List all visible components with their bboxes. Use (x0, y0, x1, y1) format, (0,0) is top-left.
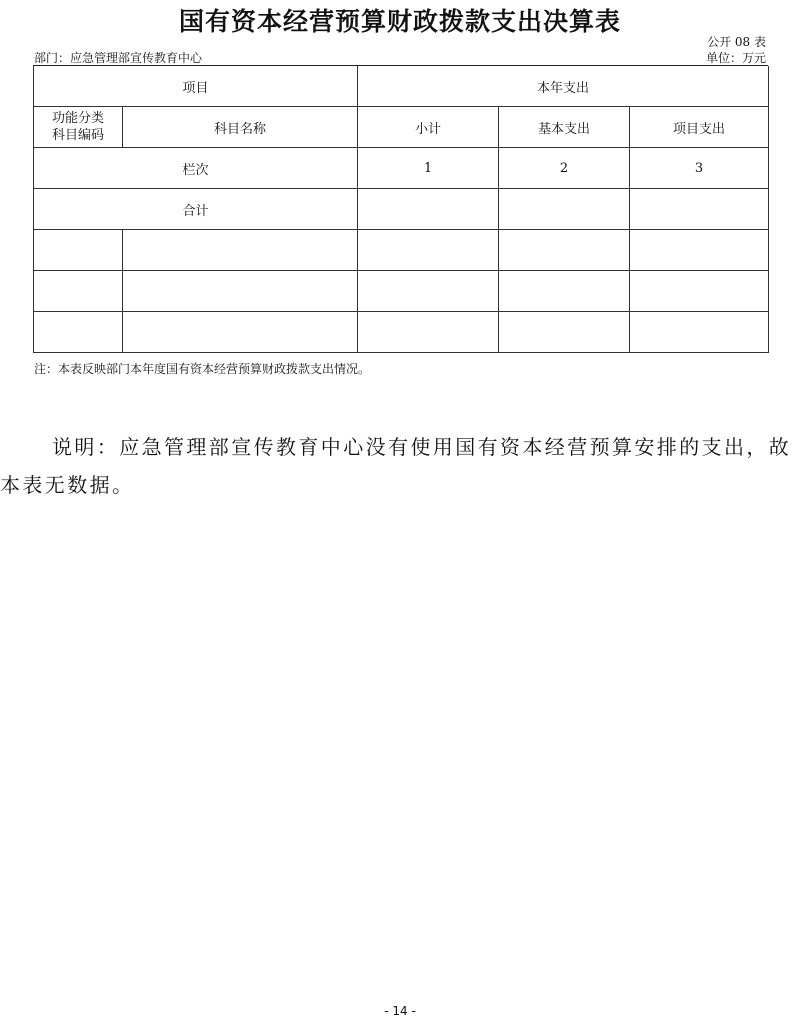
empty-cell (34, 230, 123, 271)
empty-cell (34, 271, 123, 312)
page-title: 国有资本经营预算财政拨款支出决算表 (178, 7, 621, 36)
column-number-label: 栏次 (34, 148, 358, 189)
total-subtotal-cell (358, 189, 499, 230)
empty-cell (123, 271, 358, 312)
project-expense-header: 项目支出 (630, 107, 769, 148)
total-basic-cell (499, 189, 630, 230)
empty-cell (630, 271, 769, 312)
empty-cell (499, 312, 630, 353)
current-year-expense-header: 本年支出 (358, 66, 769, 107)
table-header-row (34, 66, 769, 107)
function-code-line2: 科目编码 (51, 128, 104, 143)
basic-expense-header: 基本支出 (499, 107, 630, 148)
function-code-line1: 功能分类 (51, 111, 104, 126)
table-row (34, 230, 769, 271)
empty-cell (123, 230, 358, 271)
function-code-header (34, 107, 123, 148)
table-row (34, 312, 769, 353)
column-number-1: 1 (358, 148, 499, 189)
description-paragraph: 说明：应急管理部宣传教育中心没有使用国有资本经营预算安排的支出，故本表无数据。 (0, 435, 792, 497)
table-row (34, 271, 769, 312)
column-number-row (34, 148, 769, 189)
empty-cell (499, 230, 630, 271)
empty-cell (34, 312, 123, 353)
empty-cell (499, 271, 630, 312)
empty-cell (630, 312, 769, 353)
empty-cell (358, 230, 499, 271)
expense-table (33, 66, 769, 353)
subtotal-header: 小计 (358, 107, 499, 148)
table-subheader-row (34, 107, 769, 148)
column-number-3: 3 (630, 148, 769, 189)
form-code: 公开 08 表 (707, 35, 766, 49)
empty-cell (358, 271, 499, 312)
total-row (34, 189, 769, 230)
empty-cell (123, 312, 358, 353)
empty-cell (630, 230, 769, 271)
unit-label: 单位：万元 (705, 51, 766, 65)
subject-name-header: 科目名称 (123, 107, 358, 148)
department-label: 部门：应急管理部宣传教育中心 (34, 51, 203, 65)
total-label: 合计 (34, 189, 358, 230)
page-number: - 14 - (384, 1004, 416, 1018)
table-note: 注：本表反映部门本年度国有资本经营预算财政拨款支出情况。 (34, 362, 371, 376)
project-header: 项目 (34, 66, 358, 107)
column-number-2: 2 (499, 148, 630, 189)
empty-cell (358, 312, 499, 353)
total-project-cell (630, 189, 769, 230)
